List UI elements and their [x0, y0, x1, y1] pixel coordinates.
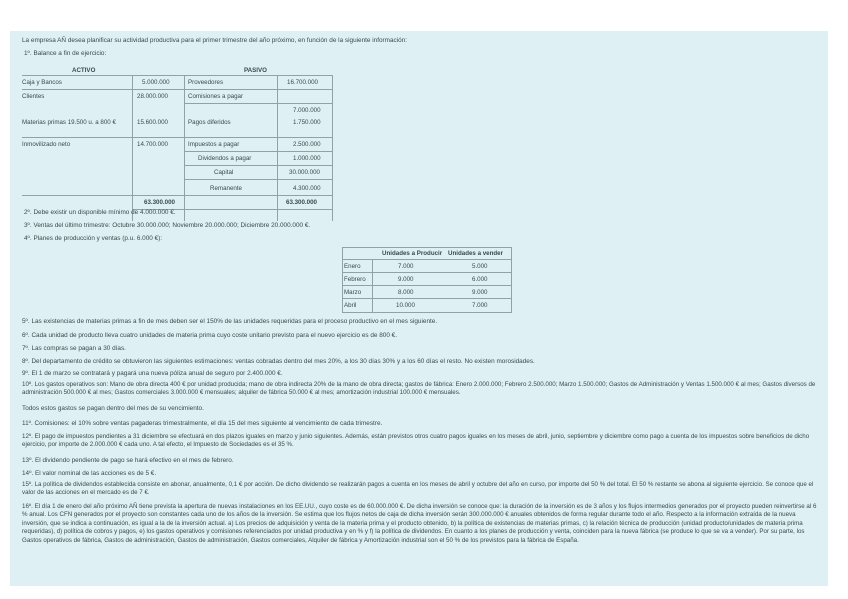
- item-15: 15º. La política de dividendos establecida consiste en abonar, anualmente, 0,1 € por acción. De dicho dividendo se realizarán pagos a cuenta en los meses de abril y octubre del año en curso, por importe del 50 % del total. El 50 % restante se abona al siguiente ejercicio. Se conoce que el valor de las acciones en el mercado es de 7 €.: [22, 481, 814, 497]
- balance-row-value: 16.700.000: [287, 79, 318, 86]
- item-11: 11º. Comisiones: el 10% sobre ventas pagaderas trimestralmente, el día 15 del mes siguiente al vencimiento de cada trimestre.: [22, 420, 383, 427]
- production-prod: 10.000: [396, 302, 415, 309]
- production-month: Abril: [344, 302, 357, 309]
- production-prod: 8.000: [398, 289, 414, 296]
- production-prod: 7.000: [398, 263, 414, 270]
- balance-row-value: 14.700.000: [137, 141, 168, 148]
- item-9: 9º. El 1 de marzo se contratará y pagará una nueva póliza anual de seguro por 2.400.000 €.: [22, 370, 283, 377]
- balance-row-value: 2.500.000: [293, 141, 321, 148]
- balance-total-activo: 63.300.000: [144, 199, 175, 206]
- balance-row-label: Remanente: [210, 185, 242, 192]
- balance-row-value: 1.750.000: [293, 119, 321, 126]
- balance-row-value: 7.000.000: [293, 107, 321, 114]
- balance-row-value: 15.600.000: [137, 119, 168, 126]
- balance-row-label: Materias primas 19.500 u. a 800 €: [22, 119, 116, 126]
- balance-row-label: Dividendos a pagar: [198, 155, 252, 162]
- balance-row-label: Pagos diferidos: [188, 119, 231, 126]
- production-month: Enero: [344, 263, 361, 270]
- item-14: 14º. El valor nominal de las acciones es de 5 €.: [22, 470, 157, 477]
- balance-row-label: Caja y Bancos: [22, 79, 62, 86]
- balance-row-label: Impuestos a pagar: [188, 141, 240, 148]
- balance-row-label: Clientes: [22, 93, 45, 100]
- item-10-note: Todos estos gastos se pagan dentro del mes de su vencimiento.: [22, 405, 204, 412]
- balance-head-pasivo: PASIVO: [244, 67, 267, 74]
- production-sell: 9.000: [472, 289, 488, 296]
- balance-row-value: 4.300.000: [293, 185, 321, 192]
- item-12: 12º. El pago de impuestos pendientes a 31 diciembre se efectuará en dos plazos iguales en marzo y junio siguientes. Además, están previstos otros cuatro pagos iguales en los meses de abril, junio, septiembre y diciembre como pago a cuenta de los impuestos sobre beneficios de dicho ejercicio, por importe de 2.000.000 € cada uno. A tal efecto, el Impuesto de Sociedades es el 35 %.: [22, 433, 810, 449]
- balance-head-activo: ACTIVO: [72, 67, 96, 74]
- item-16: 16º. El día 1 de enero del año próximo AÑ tiene prevista la apertura de nuevas instalaciones en los EE.UU., cuyo coste es de 60.000.000 €. De dicha inversión se conoce que: la duración de la inversión es de 3 años y los flujos intermedios generados por el proyecto pueden reinvertirse al 6 % anual. Los CFN generados por el proyecto son constantes cada uno de los años de la inversión. Se estima que los flujos netos de caja de dicha inversión serán 300.000.000 € anuales obtenidos de forma regular durante todo el año. Respecto a la información extraída de la nueva inversión, que se indica a continuación, es igual a la de la inversión actual. a) Los precios de adquisición y venta de la materia prima y el producto obtenido, b) la política de existencias de materias primas, c) la relación técnica de producción (unidad producto/unidades de materia prima requeridas), d) política de cobros y pagos, e) los gastos operativos y comisiones referenciados por unidad productiva y en % y f) la política de dividendos. En cuanto a los planes de producción y venta, coinciden para la nueva fábrica (se produce lo que se va a vender). Por su parte, los Gastos operativos de fábrica, Gastos de administración, Gastos de administración, Gastos comerciales, Alquiler de fábrica y Amortización industrial son el 50 % de los previstos para la fábrica de España.: [22, 503, 817, 544]
- balance-row-label: Inmovilizado neto: [22, 141, 71, 148]
- balance-row-label: Capital: [214, 169, 234, 176]
- balance-row-value: 28.000.000: [137, 93, 168, 100]
- intro-text: La empresa AÑ desea planificar su actividad productiva para el primer trimestre del año próximo, en función de la siguiente información:: [22, 37, 408, 44]
- document-page: [10, 31, 828, 586]
- item-3: 3º. Ventas del último trimestre: Octubre 30.000.000; Noviembre 20.000.000; Diciembre 20.000.000 €.: [24, 222, 311, 229]
- balance-row-value: 30.000.000: [289, 169, 320, 176]
- production-sell: 6.000: [472, 276, 488, 283]
- item-5: 5º. Las existencias de materias primas a fin de mes deben ser el 150% de las unidades requeridas para el proceso productivo en el mes siguiente.: [22, 318, 438, 325]
- item-4: 4º. Planes de producción y ventas (p.u. 6.000 €):: [24, 235, 163, 242]
- item-2: 2º. Debe existir un disponible mínimo de 4.000.000 €.: [24, 209, 176, 216]
- production-table: [342, 247, 512, 313]
- item-6: 6º. Cada unidad de producto lleva cuatro unidades de materia prima cuyo coste unitario previsto para el nuevo ejercicio es de 800 €.: [22, 332, 397, 339]
- item-10: 10º. Los gastos operativos son: Mano de obra directa 400 € por unidad producida; mano de obra indirecta 20% de la mano de obra directa; gastos de fábrica: Enero 2.000.000; Febrero 2.500.000; Marzo 1.500.000; Gastos de Administración y Ventas 1.500.000 € al mes; Gastos diversos de administración 500.000 € al mes; Gastos comerciales 3.000.000 € mensuales; alquiler de fábrica 50.000 € al mes; amortización industrial 100.000 € mensuales.: [22, 381, 816, 397]
- production-month: Febrero: [344, 276, 366, 283]
- item-8: 8º. Del departamento de crédito se obtuvieron las siguientes estimaciones: ventas cobradas dentro del mes 20%, a los 30 días 30% y a los 60 días el resto. No existen morosidades.: [22, 358, 535, 365]
- balance-row-label: Proveedores: [188, 79, 224, 86]
- production-prod: 9.000: [398, 276, 414, 283]
- balance-row-label: Comisiones a pagar: [188, 93, 244, 100]
- item-7: 7º. Las compras se pagan a 30 días.: [22, 345, 126, 352]
- production-sell: 7.000: [472, 302, 488, 309]
- production-sell: 5.000: [472, 263, 488, 270]
- item-13: 13º. El dividendo pendiente de pago se hará efectivo en el mes de febrero.: [22, 457, 234, 464]
- production-month: Marzo: [344, 289, 362, 296]
- balance-total-pasivo: 63.300.000: [286, 199, 317, 206]
- item-1: 1º. Balance a fin de ejercicio:: [24, 50, 107, 57]
- balance-row-value: 1.000.000: [293, 155, 321, 162]
- balance-row-value: 5.000.000: [142, 79, 170, 86]
- production-col-produce: Unidades a Producir: [382, 250, 443, 257]
- production-col-sell: Unidades a vender: [448, 250, 504, 257]
